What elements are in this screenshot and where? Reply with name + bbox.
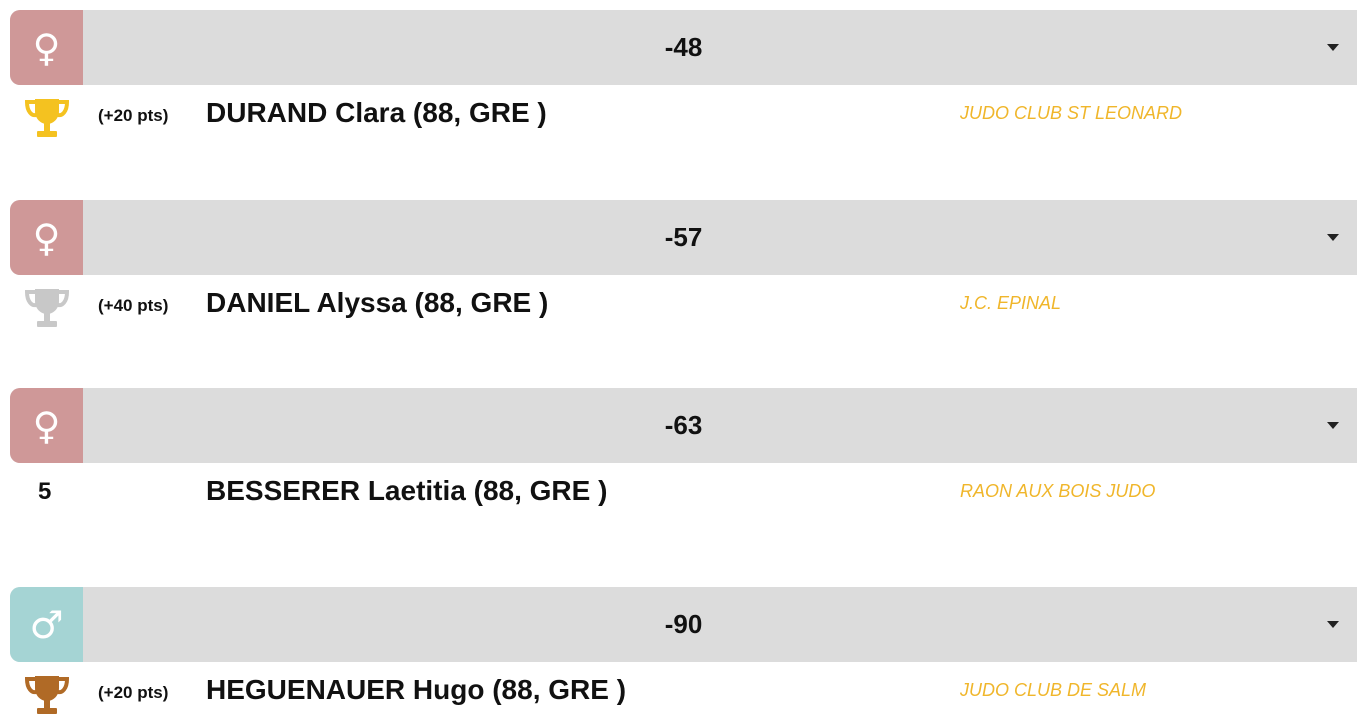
category-section-48 <box>10 10 1357 149</box>
category-header-48[interactable] <box>10 10 1357 85</box>
chevron-down-icon[interactable] <box>1327 422 1339 429</box>
athlete-name: DANIEL Alyssa (88, GRE ) <box>206 287 549 318</box>
rank-label: 5 <box>38 478 52 505</box>
category-header-63[interactable] <box>10 388 1357 463</box>
male-symbol-icon: ♂ <box>10 587 83 662</box>
category-header-90[interactable] <box>10 587 1357 662</box>
female-symbol-icon: ♀ <box>10 388 83 463</box>
points-label: (+40 pts) <box>98 296 169 315</box>
silver-trophy-icon <box>24 285 70 331</box>
category-label: -57 <box>664 222 703 252</box>
athlete-name: BESSERER Laetitia (88, GRE ) <box>206 475 608 506</box>
points-label: (+20 pts) <box>98 106 169 125</box>
category-section-90 <box>10 587 1357 726</box>
category-label: -48 <box>664 32 703 62</box>
points-label: (+20 pts) <box>98 683 169 702</box>
result-row <box>10 463 1357 527</box>
club-name: JUDO CLUB DE SALM <box>960 680 1147 700</box>
chevron-down-icon[interactable] <box>1327 234 1339 241</box>
category-section-63 <box>10 388 1357 527</box>
club-name: J.C. EPINAL <box>960 293 1062 313</box>
athlete-name: HEGUENAUER Hugo (88, GRE ) <box>206 674 627 705</box>
category-label: -63 <box>664 410 703 440</box>
category-section-57 <box>10 200 1357 339</box>
category-header-57[interactable] <box>10 200 1357 275</box>
result-row <box>10 85 1357 149</box>
female-symbol-icon: ♀ <box>10 200 83 275</box>
result-row <box>10 275 1357 339</box>
female-symbol-icon: ♀ <box>10 10 83 85</box>
chevron-down-icon[interactable] <box>1327 44 1339 51</box>
category-label: -90 <box>664 609 703 639</box>
athlete-name: DURAND Clara (88, GRE ) <box>206 97 547 128</box>
bronze-trophy-icon <box>24 672 70 718</box>
chevron-down-icon[interactable] <box>1327 621 1339 628</box>
result-row <box>10 662 1357 726</box>
gold-trophy-icon <box>24 95 70 141</box>
club-name: JUDO CLUB ST LEONARD <box>960 103 1183 123</box>
club-name: RAON AUX BOIS JUDO <box>960 481 1156 501</box>
